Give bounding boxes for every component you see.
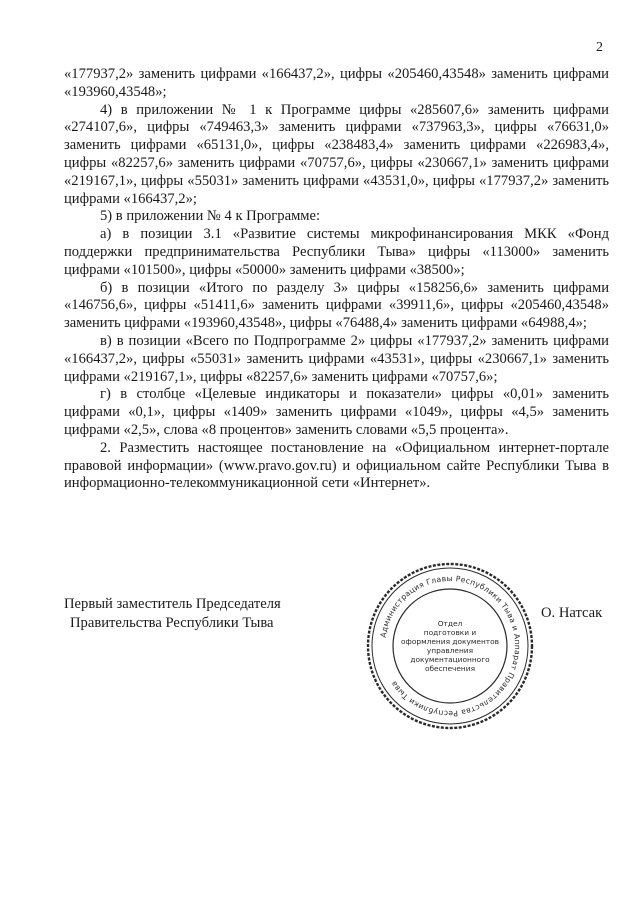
seal-ring-text: Администрация Главы Республики Тыва и Аппарат Правительства Республики Тыва bbox=[378, 573, 523, 719]
seal-center-line: подготовки и bbox=[423, 628, 477, 637]
signatory-title-line1: Первый заместитель Председателя bbox=[64, 596, 281, 612]
paragraph-item-5b: б) в позиции «Итого по разделу 3» цифры «158256,6» заменить цифрами «146756,6», цифры «51411,6» заменить цифрами «39911,6», цифры «205460,43548» заменить цифрами «193960,43548», цифры «76488,4» заменить цифрами «64988,4»; bbox=[64, 279, 609, 332]
seal-center-line: Отдел bbox=[437, 619, 463, 628]
signatory-name: О. Натсак bbox=[541, 605, 603, 621]
seal-center-line: документационного bbox=[410, 655, 490, 664]
official-seal-stamp bbox=[364, 560, 536, 732]
paragraph-continuation: «177937,2» заменить цифрами «166437,2», цифры «205460,43548» заменить цифрами «193960,43548»; bbox=[64, 66, 609, 100]
signatory-title-line2: Правительства Республики Тыва bbox=[70, 615, 274, 631]
paragraph-item-4: 4) в приложении № 1 к Программе цифры «285607,6» заменить цифрами «274107,6», цифры «749463,3» заменить цифрами «737963,3», цифры «76631,0» заменить цифрами «65131,0», цифры «238483,4» заменить цифрами «226983,4», цифры «82257,6» заменить цифрами «70757,6», цифры «230667,1» заменить цифрами «219167,1», цифры «55031» заменить цифрами «43531,0», цифры «177937,2» заменить цифрами «166437,2»; bbox=[64, 101, 609, 207]
document-body bbox=[64, 66, 609, 493]
signatory-title bbox=[64, 595, 281, 633]
paragraph-item-5a: а) в позиции 3.1 «Развитие системы микрофинансирования МКК «Фонд поддержки предпринимательства Республики Тыва» цифры «113000» заменить цифрами «101500», цифры «50000» заменить цифрами «38500»; bbox=[64, 226, 609, 278]
page-number: 2 bbox=[596, 40, 603, 55]
paragraph-item-2: 2. Разместить настоящее постановление на «Официальном интернет-портале правовой информации» (www.pravo.gov.ru) и официальном сайте Республики Тыва в информационно-телекоммуникационной сети «Интернет». bbox=[64, 439, 609, 492]
seal-center-line: оформления документов bbox=[401, 637, 499, 646]
seal-center-line: обеспечения bbox=[424, 664, 476, 673]
paragraph-item-5g: г) в столбце «Целевые индикаторы и показатели» цифры «0,01» заменить цифрами «0,1», цифры «1409» заменить цифрами «1049», цифры «4,5» заменить цифрами «2,5», слова «8 процентов» заменить словами «5,5 процента». bbox=[64, 386, 609, 438]
paragraph-item-5: 5) в приложении № 4 к Программе: bbox=[100, 208, 321, 225]
seal-center-line: управления bbox=[426, 646, 474, 655]
paragraph-item-5v: в) в позиции «Всего по Подпрограмме 2» цифры «177937,2» заменить цифрами «166437,2», цифры «55031» заменить цифрами «43531», цифры «230667,1» заменить цифрами «219167,1», цифры «82257,6» заменить цифрами «70757,6»; bbox=[64, 332, 609, 385]
seal-center-text bbox=[401, 619, 499, 673]
